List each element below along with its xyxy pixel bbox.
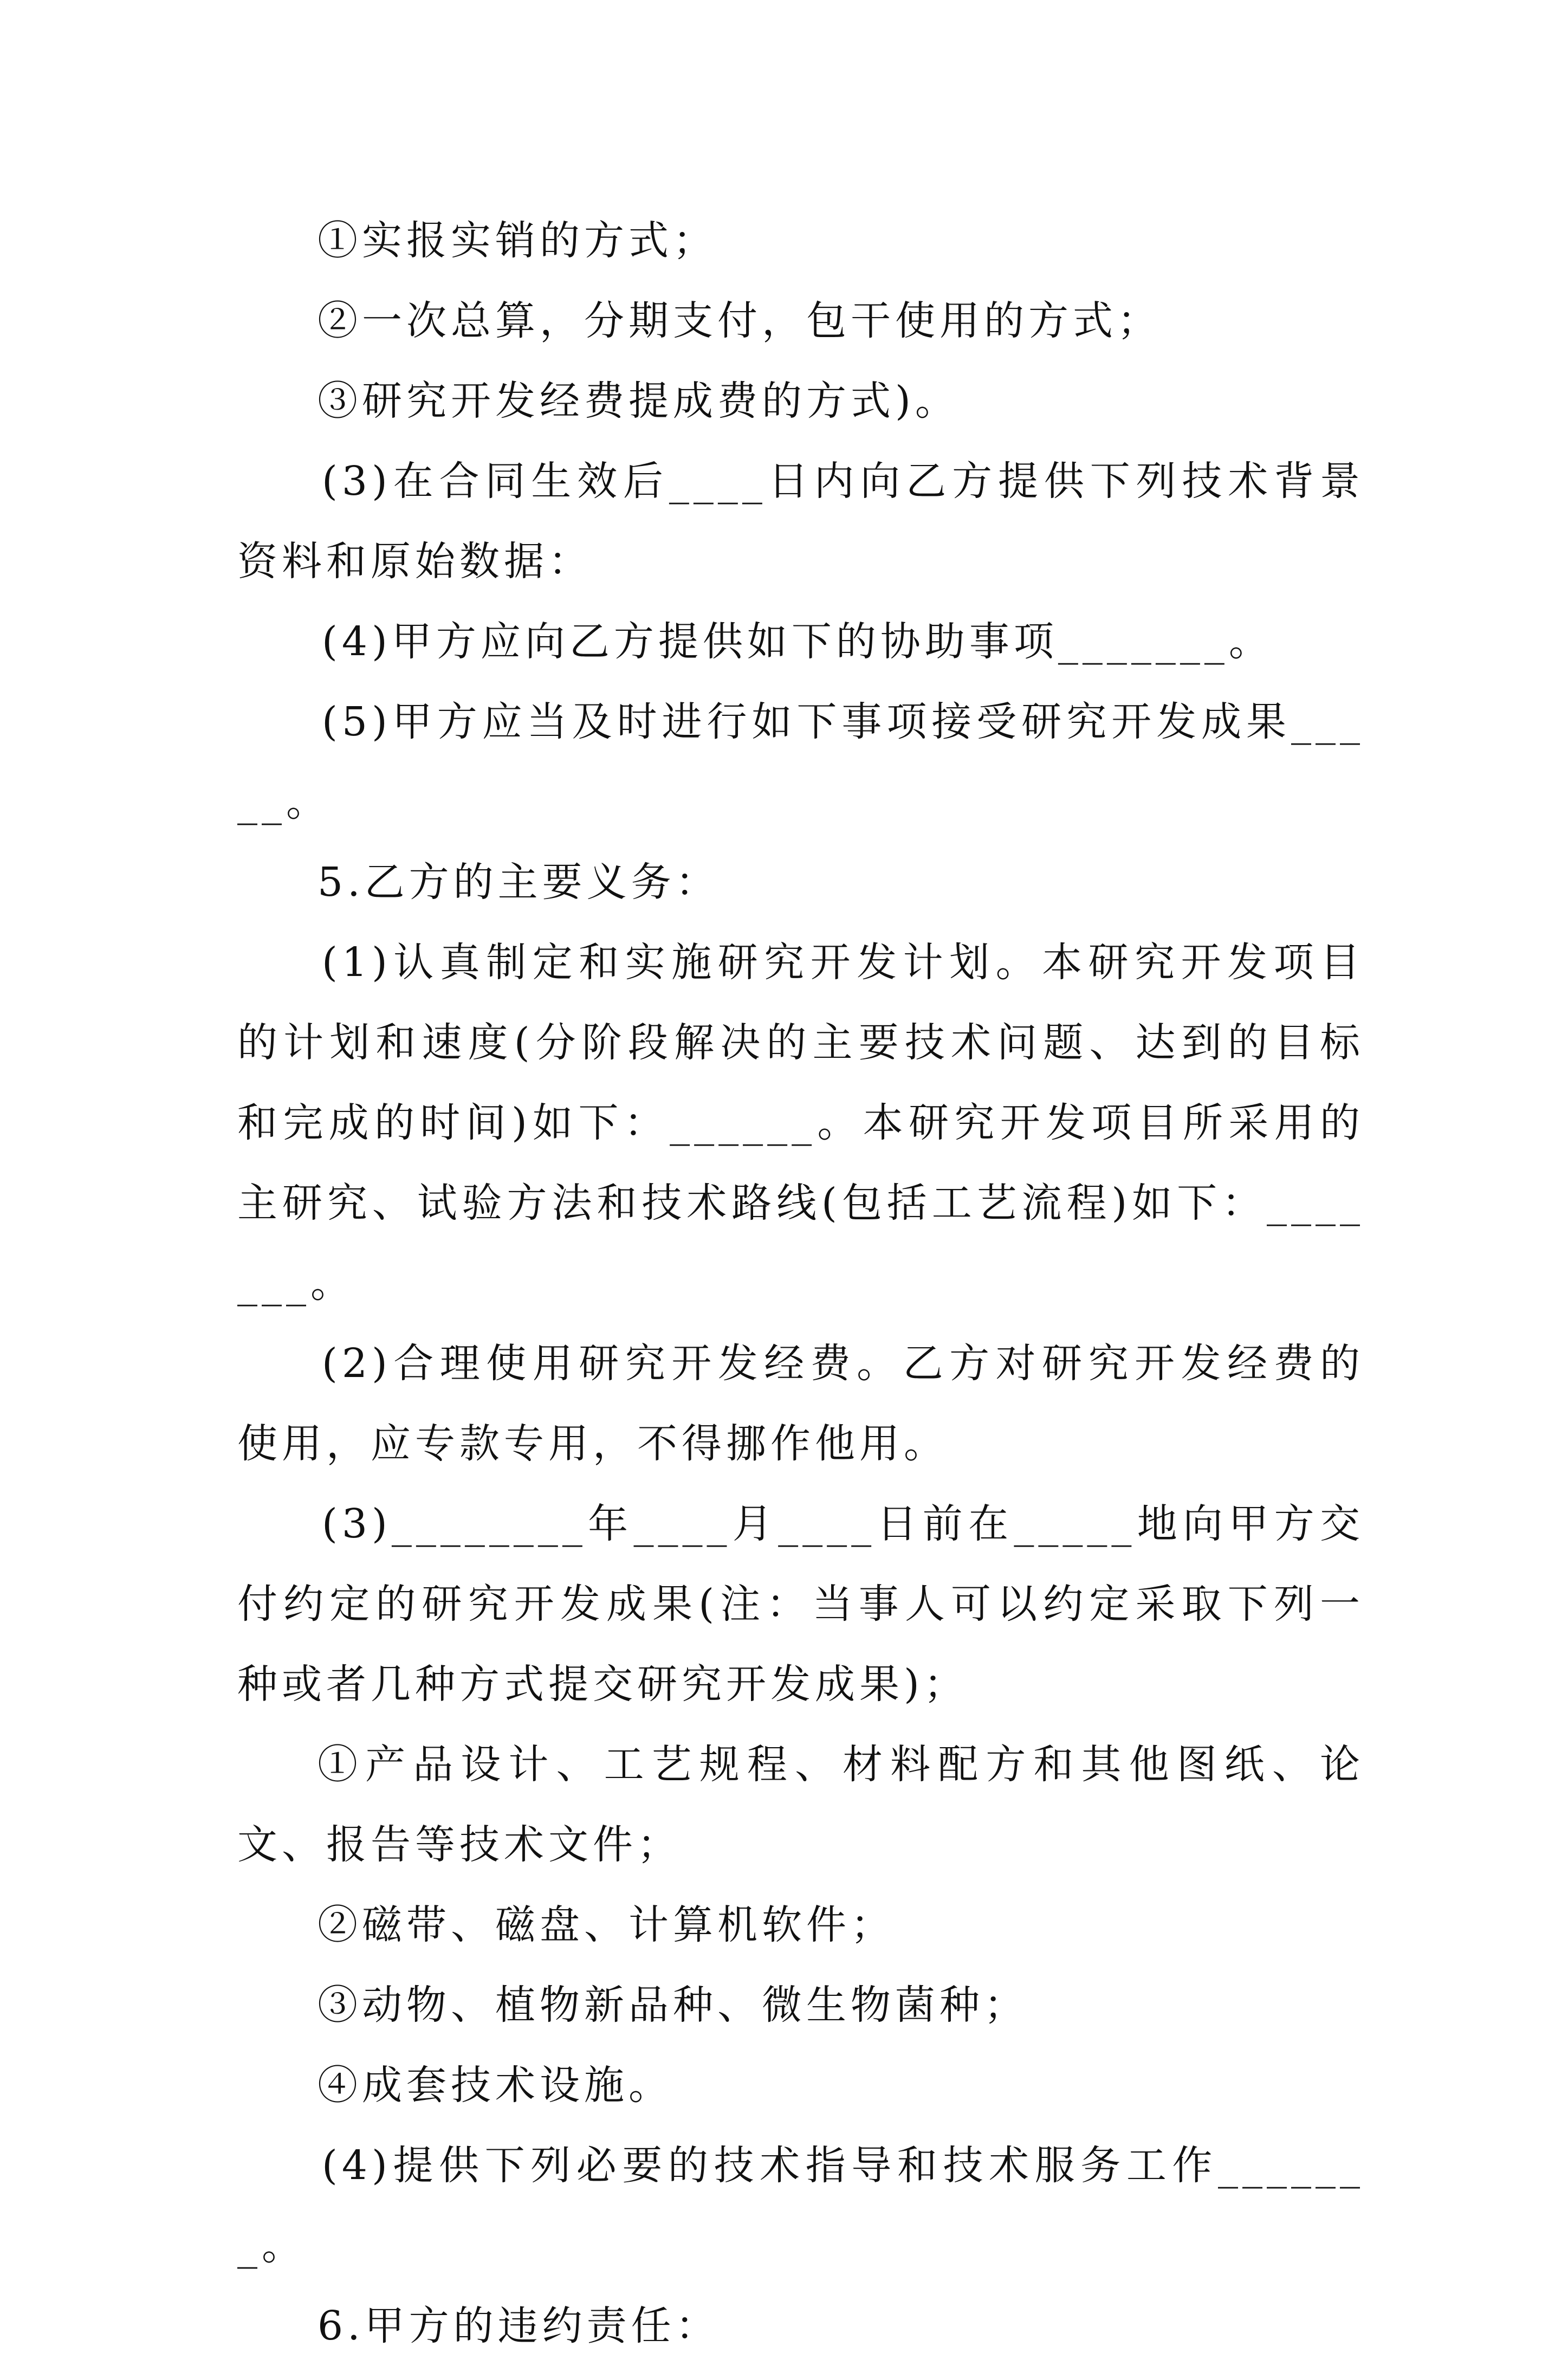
paragraph-delivery-option-2: ②磁带、磁盘、计算机软件； — [318, 1902, 895, 1948]
section-heading-party-b-obligations: 5.乙方的主要义务： — [318, 859, 720, 906]
paragraph-party-b-item-1: (1)认真制定和实施研究开发计划。本研究开发项目的计划和速度(分阶段解决的主要技术问题、达到的目标和完成的时间)如下：______。本研究开发项目所采用的主研究、试验方法和技术路线(包括工艺流程)如下：_______。 — [237, 939, 1364, 1307]
paragraph-party-b-item-3: (3)________年____月____日前在_____地向甲方交付约定的研究开发成果(注：当事人可以约定采取下列一种或者几种方式提交研究开发成果)； — [237, 1501, 1364, 1708]
paragraph-payment-option-2: ②一次总算，分期支付，包干使用的方式； — [318, 298, 1162, 344]
paragraph-party-b-item-4: (4)提供下列必要的技术指导和技术服务工作_______。 — [237, 2142, 1364, 2269]
paragraph-delivery-option-1: ①产品设计、工艺规程、材料配方和其他图纸、论文、报告等技术文件； — [237, 1741, 1364, 1868]
section-heading-party-a-liability: 6.甲方的违约责任： — [318, 2303, 720, 2349]
paragraph-party-a-item-3: (3)在合同生效后____日内向乙方提供下列技术背景资料和原始数据： — [237, 458, 1364, 585]
paragraph-delivery-option-4: ④成套技术设施。 — [318, 2062, 673, 2109]
paragraph-payment-option-3: ③研究开发经费提成费的方式)。 — [318, 378, 960, 424]
document-body — [237, 201, 1364, 2366]
paragraph-party-a-item-5: (5)甲方应当及时进行如下事项接受研究开发成果_____。 — [237, 699, 1364, 825]
paragraph-payment-option-1: ①实报实销的方式； — [318, 217, 717, 264]
paragraph-delivery-option-3: ③动物、植物新品种、微生物菌种； — [318, 1982, 1028, 2028]
paragraph-party-a-item-4: (4)甲方应向乙方提供如下的协助事项_______。 — [322, 618, 1273, 665]
paragraph-party-b-item-2: (2)合理使用研究开发经费。乙方对研究开发经费的使用，应专款专用，不得挪作他用。 — [237, 1340, 1364, 1467]
